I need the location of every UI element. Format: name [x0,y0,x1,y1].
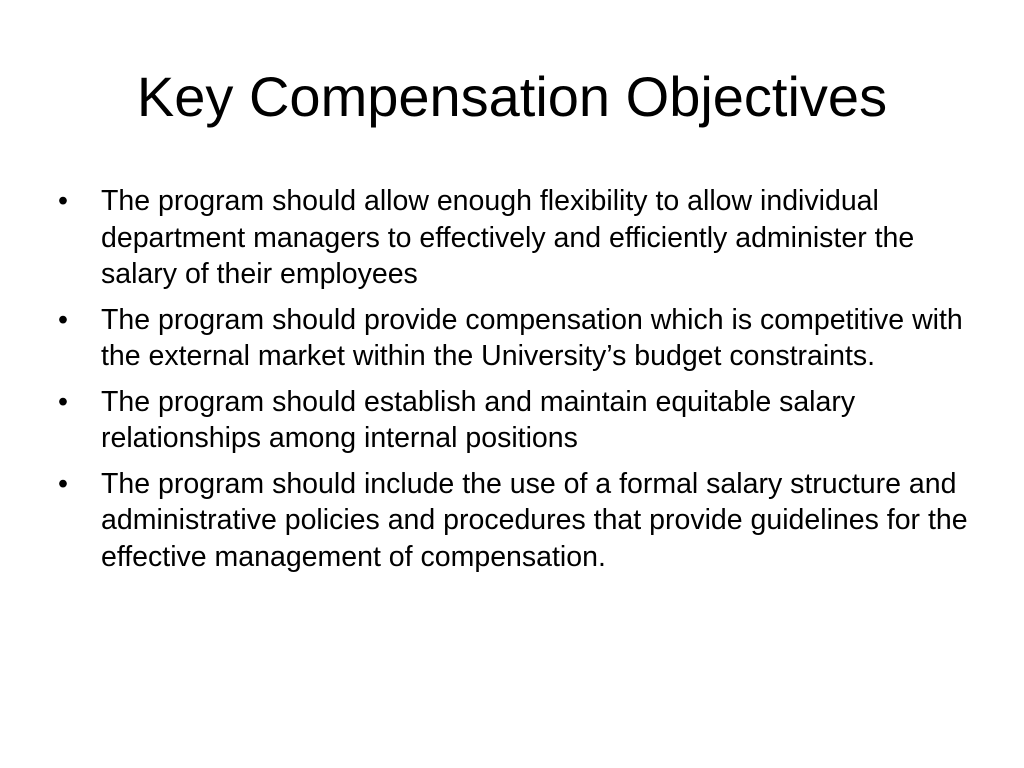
bullet-list [58,183,968,584]
bullet-item [58,384,968,457]
bullet-marker-icon: • [58,303,68,336]
bullet-text: The program should establish and maintain equitable salary relationships among internal positions [101,385,856,454]
bullet-text: The program should provide compensation which is competitive with the external market within the University’s budget constraints. [101,303,963,372]
bullet-text: The program should include the use of a formal salary structure and administrative policies and procedures that provide guidelines for the effective management of compensation. [101,467,968,573]
bullet-item [58,302,968,375]
bullet-marker-icon: • [58,185,68,217]
bullet-marker-icon: • [58,385,68,418]
bullet-text: The program should allow enough flexibility to allow individual department managers to effectively and efficiently administer the salary of their employees [101,185,915,290]
bullet-marker-icon: • [58,467,68,500]
bullet-item [58,466,968,576]
slide-title: Key Compensation Objectives [136,65,888,128]
bullet-item [58,183,968,293]
